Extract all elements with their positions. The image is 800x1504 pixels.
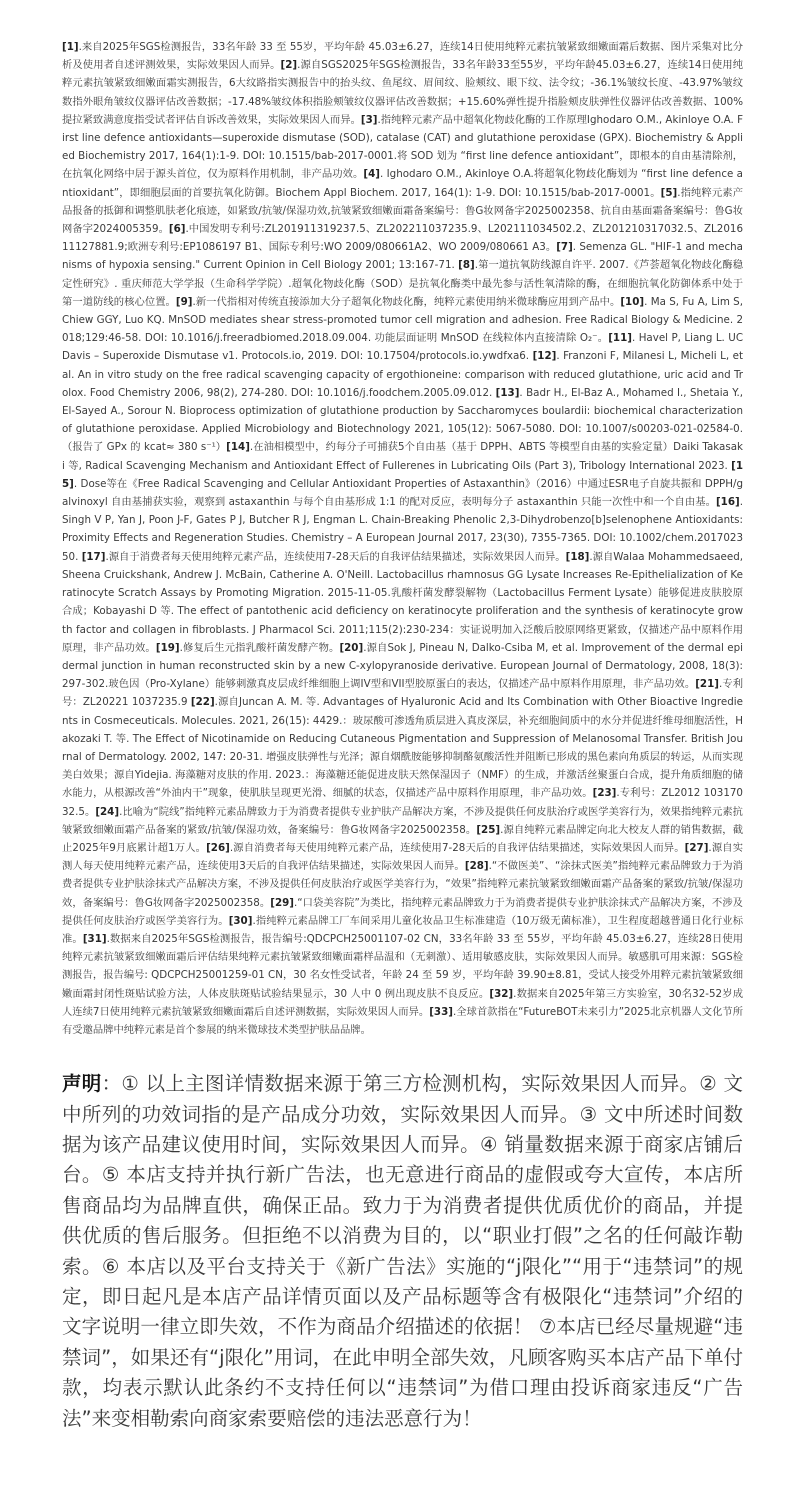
reference-number: [30] — [228, 914, 253, 927]
reference-text: . Havel P, Liang L. UC Davis – Superoxide Dismutase v1. Protocols.io, 2019. DOI: 10.17504/protocols.io.ywdfxa6. — [62, 332, 744, 363]
reference-number: [4] — [363, 168, 380, 181]
reference-item — [82, 551, 566, 563]
reference-text: . Badr H., El-Baz A., Mohamed I., Shetaia Y., El-Sayed A., Sorour N. Bioprocess optimization of glutathione production by Saccharomyces boulardii: biochemical characterization of glutathione peroxidase. Applied Microbiology and Biotechnology 2021, 105(12): 5067-5080. DOI: 10.1007/s00203-021-02584-0.（报告了 GPx 的 kcat≈ 380 s⁻¹） — [62, 386, 743, 454]
reference-text: .在油相模型中，约每分子可捕获5个自由基（基于 DPPH、ABTS 等模型自由基的实验定量）Daiki Takasaki 等, Radical Scavenging Mechanism and Antioxidant Effect of Fullerenes in Lubricating Oils (Part 3), Tribology International 2023. — [62, 441, 744, 472]
reference-text: .源自纯粹元素品牌定向北大校友人群的销售数据，截止2025年9月底累计超1万人。 — [62, 823, 743, 854]
reference-item — [206, 842, 685, 854]
reference-item — [62, 696, 743, 799]
reference-number: [29] — [270, 896, 294, 909]
reference-number: [2] — [280, 59, 298, 72]
reference-number: [14] — [226, 441, 250, 454]
reference-text: . Franzoni F, Milanesi L, Micheli L, et al. An in vitro study on the free radical scavenging capacity of ergothioneine: comparison with reduced glutathione, uric acid and Trolox. Food Chemistry 2006, 98(2), 274-280. DOI: 10.1016/j.foodchem.2005.09.012. — [62, 350, 743, 399]
reference-text: . Ma S, Fu A, Lim S, Chiew GGY, Luo KQ. MnSOD mediates shear stress-promoted tumor cell migration and adhesion. Free Radical Biology & Medicine. 2018;129:46-58. DOI: 10.1016/j.freeradbiomed.2018.09.004. 功能层面证明 MnSOD 在线粒体内直接清除 O₂⁻。 — [62, 295, 743, 345]
reference-text: .数据来自2025年SGS检测报告，报告编号:QDCPCH25001107-02 CN，33名年龄 33 至 55岁，平均年龄 45.03±6.27，连续28日使用纯粹元素抗皱紧致细嫩面霜后评估结果纯粹元素抗皱紧致细嫩面霜样品温和（无刺激）、适用敏感皮肤，实际效果因人而异。敏感肌可用来源：SGS检测报告，报告编号: QDCPCH25001259-01 CN，30 名女性受试者，年龄 24 至 59 岁，平均年龄 39.90±8.81，受试人接受外用粹元素抗皱紧致细嫩面霜封闭性斑贴试验方法，人体皮肤斑贴试验结果显示，30 人中 0 例出现皮肤不良反应。 — [62, 932, 743, 1000]
reference-number: [9] — [175, 295, 193, 308]
reference-text: .比喻为“院线”指纯粹元素品牌致力于为消费者提供专业护肤产品解决方案，不涉及提供任何皮肤治疗或医学美容行为，效果指纯粹元素抗皱紧致细嫩面霜产品备案的紧致/抗皱/保湿功效，备案编号：鲁G妆网备字2025002358。 — [62, 805, 743, 836]
reference-number: [24] — [95, 805, 120, 818]
reference-number: [10] — [620, 295, 645, 308]
reference-text: .新一代指相对传统直接添加大分子超氧化物歧化酶，纯粹元素使用纳米微球酶应用到产品中。 — [192, 295, 621, 308]
reference-number: [7] — [556, 241, 573, 254]
reference-item — [176, 296, 620, 308]
reference-number: [16] — [715, 496, 740, 509]
reference-text: .专利号：ZL20221 1037235.9 — [62, 678, 743, 709]
declaration-block — [62, 1069, 743, 1434]
reference-number: [11] — [608, 332, 632, 345]
reference-text: .源自消费者每天使用纯粹元素产品，连续使用7-28天后的自我评估结果描述，实际效果因人而异。 — [229, 841, 685, 854]
reference-text: .专利号：ZL2012 10317032.5。 — [62, 787, 743, 818]
reference-text: . Dose等在《Free Radical Scavenging and Cellular Antioxidant Properties of Astaxanthin》（2016）中通过ESR电子自旋共振和 DPPH/galvinoxyl 自由基捕获实验，观察到 astaxanthin 与每个自由基形成 1:1 的配对反应，表明每分子 astaxanthin 只能一次性中和一个自由基。 — [62, 477, 743, 509]
reference-text: .指纯粹元素品牌工厂车间采用儿童化妆品卫生标准建造（10万级无菌标准），卫生程度超越普通日化行业标准。 — [62, 914, 743, 945]
reference-text: .“不做医美”、“涂抹式医美”指纯粹元素品牌致力于为消费者提供专业护肤涂抹式产品解决方案，不涉及提供任何皮肤治疗或医学美容行为，“效果”指纯粹元素抗皱紧致细嫩面霜产品备案的紧致/抗皱/保湿功效，备案编号：鲁G妆网备字2025002358。 — [62, 860, 743, 909]
reference-text: .全球首款指在“FutureBOT未来引力”2025北京机器人文化节所有受邀品牌中纯粹元素是首个参展的纳米微球技术类型护肤品品牌。 — [62, 1005, 743, 1036]
reference-text: .指纯粹元素产品中超氧化物歧化酶的工作原理Ighodaro O.M., Akinloye O.A. First line defence antioxidants—superoxide dismutase (SOD), catalase (CAT) and glutathione peroxidase (GPX). Biochemistry & Applied Biochemistry 2017, 164(1):1-9. DOI: 10.1515/bab-2017-0001.将 SOD 划为 “first line defence antioxidant”，即根本的自由基清除剂，在抗氧化网络中居于源头首位，仅为原料作用机制，非产品功效。 — [62, 113, 744, 181]
reference-number: [8] — [458, 259, 475, 272]
reference-number: [19] — [155, 641, 180, 654]
reference-number: [3] — [360, 113, 378, 126]
reference-item — [62, 551, 743, 654]
reference-text: .第一道抗氧防线源自许平. 2007.《芦荟超氧化物歧化酶稳定性研究》. 重庆师范大学学报（生命科学学院）.超氧化物歧化酶（SOD）是抗氧化酶类中最先参与活性氧清除的酶，在细胞抗氧化防御体系中处于第一道防线的核心位置。 — [62, 259, 744, 308]
reference-number: [21] — [695, 678, 719, 691]
reference-item — [156, 642, 340, 654]
reference-text: . Semenza GL. "HIF-1 and mechanisms of hypoxia sensing." Current Opinion in Cell Biology 2001; 13:167-71. — [62, 241, 743, 272]
reference-number: [15] — [62, 459, 743, 490]
reference-text: .指纯粹元素产品报备的抵御和调整肌肤老化痕迹，如紧致/抗皱/保湿功效,抗皱紧致细嫩面霜备案编号：鲁G妆网备字2025002358、抗自由基面霜备案编号：鲁G妆网备字2024005359。 — [62, 186, 743, 236]
reference-text: .数据来自2025年第三方实验室，30名32-52岁成人连续7日使用纯粹元素抗皱紧致细嫩面霜后自述评测数据，实际效果因人而异。 — [62, 987, 744, 1018]
reference-number: [27] — [684, 841, 709, 854]
reference-text: .来自2025年SGS检测报告，33名年龄 33 至 55岁，平均年龄 45.03±6.27，连续14日使用纯粹元素抗皱紧致细嫩面霜后数据、图片采集对比分析及使用者自述评测效果，实际效果因人而异。 — [62, 41, 743, 72]
reference-number: [32] — [489, 987, 514, 1000]
reference-text: .源自实测人每天使用纯粹元素产品，连续使用3天后的自我评估结果描述，实际效果因人而异。 — [62, 841, 744, 873]
reference-text: . Singh V P, Yan J, Poon J-F, Gates P J, Butcher R J, Engman L. Chain-Breaking Phenolic 2,3-Dihydrobenzo[b]selenophene Antioxidants: Proximity Effects and Regeneration Studies. Chemistry – A European Journal 2017, 23(30), 7355-7365. DOI: 10.1002/chem.201702350. — [62, 496, 743, 563]
reference-text: .修复后生元指乳酸杆菌发酵产物。 — [179, 641, 340, 654]
reference-number: [28] — [464, 860, 489, 873]
declaration-text: ：① 以上主图详情数据来源于第三方检测机构，实际效果因人而异。② 文中所列的功效词指的是产品成分功效，实际效果因人而异。③ 文中所述时间数据为该产品建议使用时间，实际效果因人而异。④ 销量数据来源于商家店铺后台。⑤ 本店支持并执行新广告法，也无意进行商品的虚假或夸大宣传，本店所售商品均为品牌直供，确保正品。致力于为消费者提供优质优价的商品，并提供优质的售后服务。但拒绝不以消费为目的，以“职业打假”之名的任何敲诈勒索。⑥ 本店以及平台支持关于《新广告法》实施的“j限化”“用于“违禁词”的规定，即日起凡是本店产品详情页面以及产品标题等含有极限化“违禁词”介绍的文字说明一律立即失效，不作为商品介绍描述的依据！ ⑦本店已经尽量规避“违禁词”，如果还有“j限化”用词，在此申明全部失效，凡顾客购买本店产品下单付款，均表示默认此条约不支持任何以“违禁词”为借口理由投诉商家违反“广告法”来变相勒索向商家索要赔偿的违法恶意行为！ — [62, 1072, 743, 1430]
reference-number: [31] — [82, 932, 107, 945]
reference-number: [25] — [476, 823, 501, 836]
reference-text: .源自Walaa Mohammedsaeed, Sheena Cruickshank, Andrew J. McBain, Catherine A. O'Neill. Lactobacillus rhamnosus GG Lysate Increases Re-Epithelialization of Keratinocyte Scratch Assays by Promoting Migration. 2015-11-05.乳酸杆菌发酵裂解物（Lactobacillus Ferment Lysate）能够促进皮肤胶原合成；Kobayashi D 等. The effect of pantothenic acid deficiency on keratinocyte proliferation and the synthesis of keratinocyte growth factor and collagen in fibroblasts. J Pharmacol Sci. 2011;115(2):230-234：实证说明加入泛酸后胶原网络更紧致，仅描述产品中原料作用原理，非产品功效。 — [62, 550, 744, 654]
references-block — [62, 38, 743, 1039]
reference-text: .“口袋美容院”为类比，指纯粹元素品牌致力于为消费者提供专业护肤涂抹式产品解决方案，不涉及提供任何皮肤治疗或医学美容行为。 — [62, 896, 743, 927]
declaration-title: 声明 — [62, 1072, 102, 1096]
reference-text: .源自于消费者每天使用纯粹元素产品，连续使用7-28天后的自我评估结果描述，实际效果因人而异。 — [105, 550, 566, 563]
reference-text: .源自SGS2025年SGS检测报告，33名年龄33至55岁，平均年龄45.03±6.27，连续14日使用纯粹元素抗皱紧致细嫩面霜实测报告，6大纹路指实测报告中的抬头纹、鱼尾纹、眉间纹、脸颊纹、眼下纹、法令纹；-36.1%皱纹长度、-43.97%皱纹数指外眼角皱纹仪器评估改善数据；-17.48%皱纹体积指脸颊皱纹仪器评估改善数据；+15.60%弹性提升指脸颊皮肤弹性仪器评估改善数据、100%提拉紧致满意度指受试者评估自诉改善效果，实际效果因人而异。 — [62, 59, 743, 126]
reference-number: [22] — [190, 696, 215, 709]
reference-number: [23] — [592, 787, 617, 800]
reference-number: [18] — [565, 550, 590, 563]
reference-text: .中国发明专利号:ZL201911319237.5、ZL202211037235.9、L202111034502.2、ZL201210317032.5、ZL201611127881.9;欧洲专利号:EP1086197 B1、国际专利号:WO 2009/080661A2、WO 2009/080661 A3。 — [62, 223, 743, 254]
reference-number: [5] — [660, 186, 678, 199]
reference-number: [13] — [495, 386, 520, 399]
reference-number: [33] — [429, 1005, 453, 1018]
reference-number: [17] — [81, 550, 106, 563]
reference-text: .源自Juncan A. M. 等. Advantages of Hyaluronic Acid and Its Combination with Other Bioactive Ingredients in Cosmeceuticals. Molecules. 2021, 26(15): 4429.：玻尿酸可渗透角质层进入真皮深层，补充细胞间质中的水分并促进纤维母细胞活性，Hakozaki T. 等. The Effect of Nicotinamide on Reducing Cutaneous Pigmentation and Suppression of Melanosomal Transfer. British Journal of Dermatology. 2002, 147: 20-31. 增强皮肤弹性与光泽；源自烟酰胺能够抑制酪氨酸活性并阻断已形成的黑色素向角质层的转运，从而实现美白效果；源自Yidejia. 海藻糖对皮肤的作用. 2023.：海藻糖还能促进皮肤天然保湿因子（NMF）的生成，并激活丝聚蛋白合成，提升角质细胞的储水能力，从根源改善“外油内干”现象，使肌肤呈现更光滑、细腻的状态，仅描述产品中原料作用原理，非产品功效。 — [62, 696, 743, 800]
reference-number: [6] — [168, 223, 186, 236]
reference-text: . Ighodaro O.M., Akinloye O.A.将超氧化物歧化酶划为 “first line defence antioxidant”，即细胞层面的首要抗氧化防御。Biochem Appl Biochem. 2017, 164(1): 1-9. DOI: 10.1515/bab-2017-0001。 — [62, 168, 743, 199]
reference-text: .源自Sok J, Pineau N, Dalko-Csiba M, et al. Improvement of the dermal epidermal junction in human reconstructed skin by a new C-xylopyranoside derivative. European Journal of Dermatology, 2008, 18(3): 297-302.玻色因（Pro-Xylane）能够刺激真皮层成纤维细胞上调IV型和VII型胶原蛋白的表达，仅描述产品中原料作用原理，非产品功效。 — [62, 641, 744, 691]
reference-number: [1] — [62, 41, 79, 53]
reference-number: [20] — [339, 641, 364, 654]
reference-number: [12] — [532, 350, 557, 363]
reference-number: [26] — [206, 841, 230, 854]
